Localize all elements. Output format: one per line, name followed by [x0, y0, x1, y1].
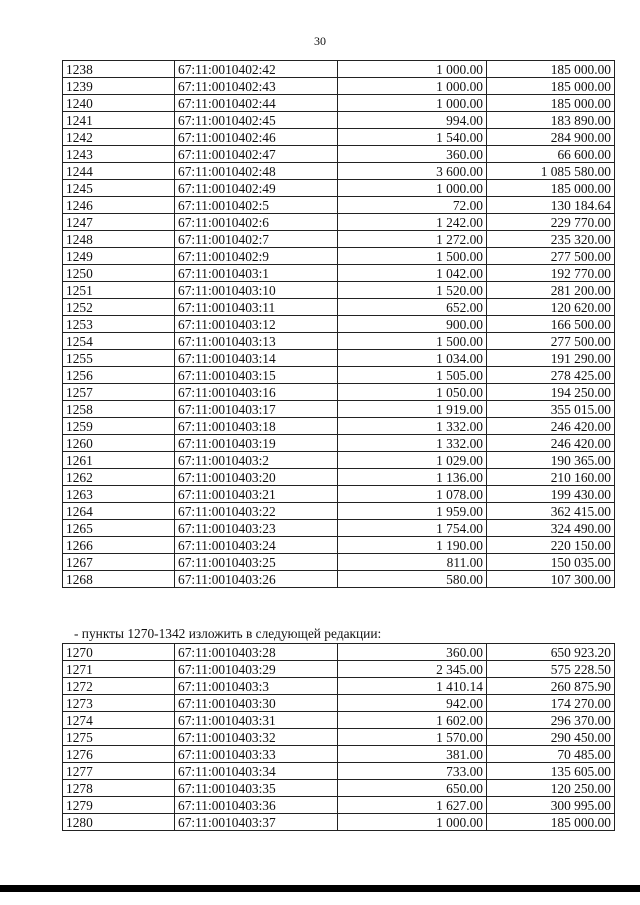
cadastral-number-cell: 67:11:0010403:36: [175, 797, 338, 814]
cadastral-number-cell: 67:11:0010403:21: [175, 486, 338, 503]
table-row: [63, 644, 615, 661]
row-number-cell: 1272: [63, 678, 175, 695]
area-cell: 1 959.00: [338, 503, 487, 520]
row-number-cell: 1258: [63, 401, 175, 418]
cadastral-number-cell: 67:11:0010403:11: [175, 299, 338, 316]
table-row: [63, 180, 615, 197]
row-number-cell: 1239: [63, 78, 175, 95]
value-cell: 185 000.00: [487, 78, 615, 95]
area-cell: 900.00: [338, 316, 487, 333]
area-cell: 1 272.00: [338, 231, 487, 248]
row-number-cell: 1245: [63, 180, 175, 197]
area-cell: 72.00: [338, 197, 487, 214]
cadastral-number-cell: 67:11:0010402:7: [175, 231, 338, 248]
row-number-cell: 1261: [63, 452, 175, 469]
row-number-cell: 1267: [63, 554, 175, 571]
area-cell: 1 505.00: [338, 367, 487, 384]
value-cell: 194 250.00: [487, 384, 615, 401]
value-cell: 120 250.00: [487, 780, 615, 797]
row-number-cell: 1246: [63, 197, 175, 214]
table-row: [63, 78, 615, 95]
table-row: [63, 678, 615, 695]
table-row: [63, 537, 615, 554]
value-cell: 290 450.00: [487, 729, 615, 746]
row-number-cell: 1264: [63, 503, 175, 520]
cadastral-number-cell: 67:11:0010403:12: [175, 316, 338, 333]
area-cell: 1 000.00: [338, 95, 487, 112]
row-number-cell: 1268: [63, 571, 175, 588]
table-row: [63, 129, 615, 146]
area-cell: 1 332.00: [338, 418, 487, 435]
area-cell: 1 520.00: [338, 282, 487, 299]
value-cell: 166 500.00: [487, 316, 615, 333]
cadastral-number-cell: 67:11:0010402:44: [175, 95, 338, 112]
value-cell: 199 430.00: [487, 486, 615, 503]
value-cell: 150 035.00: [487, 554, 615, 571]
value-cell: 277 500.00: [487, 333, 615, 350]
value-cell: 135 605.00: [487, 763, 615, 780]
area-cell: 381.00: [338, 746, 487, 763]
table-row: [63, 163, 615, 180]
value-cell: 235 320.00: [487, 231, 615, 248]
row-number-cell: 1279: [63, 797, 175, 814]
area-cell: 1 332.00: [338, 435, 487, 452]
value-cell: 70 485.00: [487, 746, 615, 763]
cadastral-number-cell: 67:11:0010402:6: [175, 214, 338, 231]
cadastral-number-cell: 67:11:0010403:37: [175, 814, 338, 831]
row-number-cell: 1249: [63, 248, 175, 265]
area-cell: 1 000.00: [338, 180, 487, 197]
area-cell: 994.00: [338, 112, 487, 129]
table-row: [63, 333, 615, 350]
cadastral-number-cell: 67:11:0010403:29: [175, 661, 338, 678]
value-cell: 324 490.00: [487, 520, 615, 537]
area-cell: 1 000.00: [338, 814, 487, 831]
area-cell: 1 029.00: [338, 452, 487, 469]
row-number-cell: 1241: [63, 112, 175, 129]
row-number-cell: 1270: [63, 644, 175, 661]
table-row: [63, 282, 615, 299]
row-number-cell: 1262: [63, 469, 175, 486]
table-row: [63, 384, 615, 401]
cadastral-number-cell: 67:11:0010403:33: [175, 746, 338, 763]
row-number-cell: 1257: [63, 384, 175, 401]
cadastral-number-cell: 67:11:0010402:5: [175, 197, 338, 214]
cadastral-number-cell: 67:11:0010402:48: [175, 163, 338, 180]
cadastral-number-cell: 67:11:0010403:17: [175, 401, 338, 418]
cadastral-number-cell: 67:11:0010402:42: [175, 61, 338, 78]
cadastral-number-cell: 67:11:0010403:28: [175, 644, 338, 661]
value-cell: 191 290.00: [487, 350, 615, 367]
area-cell: 1 570.00: [338, 729, 487, 746]
cadastral-number-cell: 67:11:0010403:30: [175, 695, 338, 712]
cadastral-number-cell: 67:11:0010403:3: [175, 678, 338, 695]
table-row: [63, 95, 615, 112]
table-row: [63, 401, 615, 418]
area-cell: 1 627.00: [338, 797, 487, 814]
area-cell: 1 050.00: [338, 384, 487, 401]
table-row: [63, 265, 615, 282]
table-row: [63, 503, 615, 520]
value-cell: 190 365.00: [487, 452, 615, 469]
table-row: [63, 316, 615, 333]
value-cell: 66 600.00: [487, 146, 615, 163]
row-number-cell: 1277: [63, 763, 175, 780]
table-row: [63, 418, 615, 435]
cadastral-number-cell: 67:11:0010402:46: [175, 129, 338, 146]
row-number-cell: 1248: [63, 231, 175, 248]
value-cell: 107 300.00: [487, 571, 615, 588]
cadastral-number-cell: 67:11:0010403:2: [175, 452, 338, 469]
row-number-cell: 1274: [63, 712, 175, 729]
value-cell: 210 160.00: [487, 469, 615, 486]
table-row: [63, 712, 615, 729]
value-cell: 650 923.20: [487, 644, 615, 661]
row-number-cell: 1247: [63, 214, 175, 231]
cadastral-number-cell: 67:11:0010402:43: [175, 78, 338, 95]
table-row: [63, 61, 615, 78]
area-cell: 1 078.00: [338, 486, 487, 503]
table-row: [63, 299, 615, 316]
area-cell: 580.00: [338, 571, 487, 588]
table-row: [63, 112, 615, 129]
table-row: [63, 248, 615, 265]
row-number-cell: 1271: [63, 661, 175, 678]
area-cell: 1 500.00: [338, 333, 487, 350]
value-cell: 246 420.00: [487, 435, 615, 452]
value-cell: 260 875.90: [487, 678, 615, 695]
value-cell: 185 000.00: [487, 180, 615, 197]
value-cell: 278 425.00: [487, 367, 615, 384]
row-number-cell: 1250: [63, 265, 175, 282]
cadastral-number-cell: 67:11:0010403:32: [175, 729, 338, 746]
row-number-cell: 1278: [63, 780, 175, 797]
table-row: [63, 486, 615, 503]
cadastral-number-cell: 67:11:0010403:16: [175, 384, 338, 401]
area-cell: 360.00: [338, 146, 487, 163]
area-cell: 942.00: [338, 695, 487, 712]
parcel-table-1: [62, 60, 615, 588]
row-number-cell: 1240: [63, 95, 175, 112]
area-cell: 652.00: [338, 299, 487, 316]
value-cell: 192 770.00: [487, 265, 615, 282]
table-row: [63, 469, 615, 486]
value-cell: 229 770.00: [487, 214, 615, 231]
row-number-cell: 1242: [63, 129, 175, 146]
value-cell: 185 000.00: [487, 814, 615, 831]
cadastral-number-cell: 67:11:0010403:24: [175, 537, 338, 554]
area-cell: 1 242.00: [338, 214, 487, 231]
area-cell: 1 410.14: [338, 678, 487, 695]
table-row: [63, 746, 615, 763]
table-row: [63, 729, 615, 746]
cadastral-number-cell: 67:11:0010403:15: [175, 367, 338, 384]
table-row: [63, 797, 615, 814]
table-row: [63, 695, 615, 712]
table-row: [63, 367, 615, 384]
area-cell: 1 000.00: [338, 61, 487, 78]
value-cell: 284 900.00: [487, 129, 615, 146]
cadastral-number-cell: 67:11:0010403:1: [175, 265, 338, 282]
row-number-cell: 1260: [63, 435, 175, 452]
cadastral-number-cell: 67:11:0010403:18: [175, 418, 338, 435]
area-cell: 1 190.00: [338, 537, 487, 554]
cadastral-number-cell: 67:11:0010402:47: [175, 146, 338, 163]
row-number-cell: 1276: [63, 746, 175, 763]
value-cell: 281 200.00: [487, 282, 615, 299]
area-cell: 733.00: [338, 763, 487, 780]
table-row: [63, 350, 615, 367]
row-number-cell: 1253: [63, 316, 175, 333]
cadastral-number-cell: 67:11:0010403:26: [175, 571, 338, 588]
area-cell: 1 754.00: [338, 520, 487, 537]
row-number-cell: 1251: [63, 282, 175, 299]
row-number-cell: 1243: [63, 146, 175, 163]
value-cell: 183 890.00: [487, 112, 615, 129]
row-number-cell: 1244: [63, 163, 175, 180]
value-cell: 130 184.64: [487, 197, 615, 214]
table-row: [63, 763, 615, 780]
amendment-note: - пункты 1270-1342 изложить в следующей редакции:: [74, 626, 382, 641]
row-number-cell: 1254: [63, 333, 175, 350]
cadastral-number-cell: 67:11:0010403:22: [175, 503, 338, 520]
area-cell: 650.00: [338, 780, 487, 797]
value-cell: 296 370.00: [487, 712, 615, 729]
table-row: [63, 661, 615, 678]
value-cell: 174 270.00: [487, 695, 615, 712]
value-cell: 362 415.00: [487, 503, 615, 520]
row-number-cell: 1255: [63, 350, 175, 367]
area-cell: 1 000.00: [338, 78, 487, 95]
table-row: [63, 197, 615, 214]
table-row: [63, 146, 615, 163]
row-number-cell: 1263: [63, 486, 175, 503]
row-number-cell: 1266: [63, 537, 175, 554]
row-number-cell: 1256: [63, 367, 175, 384]
table-row: [63, 814, 615, 831]
cadastral-number-cell: 67:11:0010403:14: [175, 350, 338, 367]
cadastral-number-cell: 67:11:0010402:9: [175, 248, 338, 265]
area-cell: 1 540.00: [338, 129, 487, 146]
page-number: 30: [314, 34, 326, 48]
value-cell: 300 995.00: [487, 797, 615, 814]
value-cell: 575 228.50: [487, 661, 615, 678]
table-row: [63, 452, 615, 469]
cadastral-number-cell: 67:11:0010403:23: [175, 520, 338, 537]
area-cell: 1 500.00: [338, 248, 487, 265]
value-cell: 1 085 580.00: [487, 163, 615, 180]
bottom-rule: [0, 885, 640, 892]
cadastral-number-cell: 67:11:0010403:13: [175, 333, 338, 350]
row-number-cell: 1275: [63, 729, 175, 746]
table-row: [63, 520, 615, 537]
area-cell: 1 042.00: [338, 265, 487, 282]
table-row: [63, 780, 615, 797]
value-cell: 185 000.00: [487, 61, 615, 78]
area-cell: 1 136.00: [338, 469, 487, 486]
area-cell: 1 602.00: [338, 712, 487, 729]
row-number-cell: 1259: [63, 418, 175, 435]
cadastral-number-cell: 67:11:0010403:19: [175, 435, 338, 452]
cadastral-number-cell: 67:11:0010402:49: [175, 180, 338, 197]
cadastral-number-cell: 67:11:0010403:25: [175, 554, 338, 571]
area-cell: 1 034.00: [338, 350, 487, 367]
value-cell: 246 420.00: [487, 418, 615, 435]
cadastral-number-cell: 67:11:0010403:34: [175, 763, 338, 780]
row-number-cell: 1273: [63, 695, 175, 712]
row-number-cell: 1238: [63, 61, 175, 78]
parcel-table-2: [62, 643, 615, 831]
table-row: [63, 231, 615, 248]
table-row: [63, 571, 615, 588]
table-row: [63, 554, 615, 571]
row-number-cell: 1252: [63, 299, 175, 316]
cadastral-number-cell: 67:11:0010403:10: [175, 282, 338, 299]
cadastral-number-cell: 67:11:0010402:45: [175, 112, 338, 129]
area-cell: 360.00: [338, 644, 487, 661]
value-cell: 185 000.00: [487, 95, 615, 112]
area-cell: 2 345.00: [338, 661, 487, 678]
area-cell: 3 600.00: [338, 163, 487, 180]
area-cell: 1 919.00: [338, 401, 487, 418]
cadastral-number-cell: 67:11:0010403:31: [175, 712, 338, 729]
table-row: [63, 435, 615, 452]
value-cell: 220 150.00: [487, 537, 615, 554]
value-cell: 120 620.00: [487, 299, 615, 316]
row-number-cell: 1280: [63, 814, 175, 831]
area-cell: 811.00: [338, 554, 487, 571]
value-cell: 277 500.00: [487, 248, 615, 265]
table-row: [63, 214, 615, 231]
cadastral-number-cell: 67:11:0010403:20: [175, 469, 338, 486]
value-cell: 355 015.00: [487, 401, 615, 418]
cadastral-number-cell: 67:11:0010403:35: [175, 780, 338, 797]
row-number-cell: 1265: [63, 520, 175, 537]
